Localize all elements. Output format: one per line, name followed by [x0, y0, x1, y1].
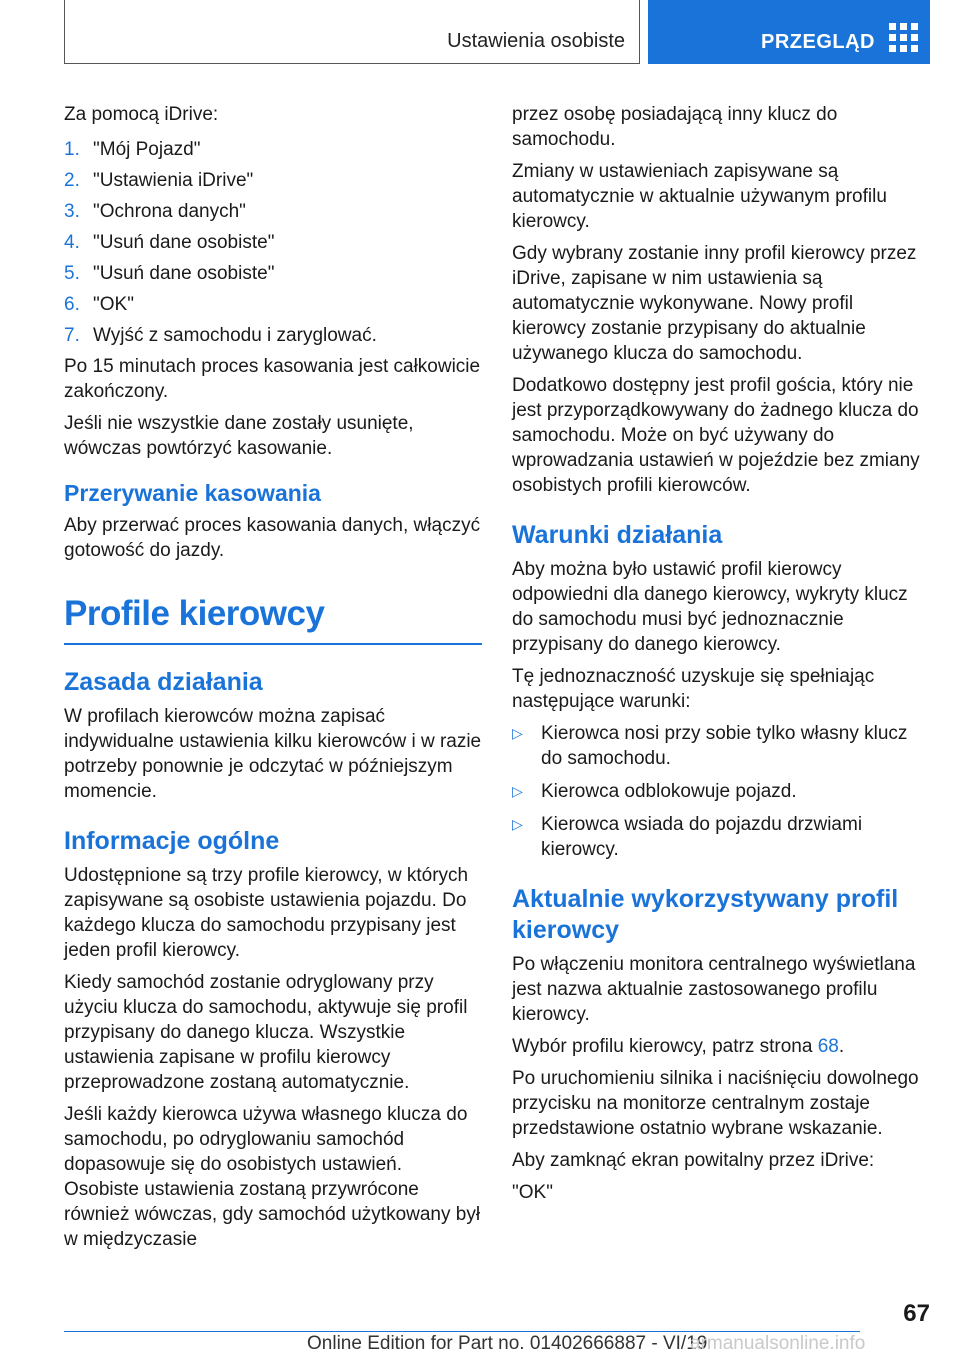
page-link-68[interactable]: 68 [817, 1036, 839, 1057]
list-item [64, 168, 482, 193]
page-header [64, 0, 930, 64]
overview-nav-button[interactable] [648, 0, 930, 64]
principle-heading: Zasada działania [64, 668, 263, 696]
step-text: "Ustawienia iDrive" [93, 170, 254, 191]
step-number: 3. [64, 201, 80, 222]
right-column [512, 102, 926, 1212]
principle-text: W profilach kierowców można zapisać indywidualne ustawienia kilku kierowców i w razie potrzeby ponownie je odczytać w późniejszym momencie. [64, 706, 482, 802]
list-item [512, 812, 926, 862]
grid-icon [889, 23, 918, 52]
step-number: 7. [64, 325, 80, 346]
repeat-deletion-text: Jeśli nie wszystkie dane zostały usunięte, wówczas powtórzyć kasowanie. [64, 413, 414, 459]
list-item [512, 779, 926, 804]
ok-text: "OK" [512, 1182, 553, 1203]
conditions-text-2: Tę jednoznaczność uzyskuje się spełniając następujące warunki: [512, 666, 875, 712]
startup-text: Po uruchomieniu silnika i naciśnięciu dowolnego przycisku na monitorze centralnym zostaje przedstawione ostatnio wybrane wskazanie. [512, 1068, 919, 1139]
deletion-complete-text: Po 15 minutach proces kasowania jest całkowicie zakończony. [64, 356, 481, 402]
step-number: 6. [64, 294, 80, 315]
general-heading: Informacje ogólne [64, 827, 280, 855]
list-item [64, 230, 482, 255]
general-text-1: Udostępnione są trzy profile kierowcy, w których zapisywane są osobiste ustawienia pojazdu. Do każdego klucza do samochodu przypisany jest jeden profil kierowcy. [64, 865, 469, 961]
intro-text: Za pomocą iDrive: [64, 104, 219, 125]
page-number: 67 [903, 1300, 930, 1327]
step-number: 4. [64, 232, 80, 253]
list-item [64, 199, 482, 224]
section-title [64, 0, 640, 64]
general-text-3: Jeśli każdy kierowca używa własnego klucza do samochodu, po odryglowaniu samochód dopasowuje się do osobistych ustawień. Osobiste ustawienia zostaną przywrócone również wówczas, gdy samochód użytkowany był w międzyczasie [64, 1104, 481, 1250]
steps-list [64, 137, 482, 348]
current-profile-text: Po włączeniu monitora centralnego wyświetlana jest nazwa aktualnie zastosowanego profilu kierowcy. [512, 954, 916, 1025]
guest-profile-text: Dodatkowo dostępny jest profil gościa, który nie jest przyporządkowywany do żadnego klucza do samochodu. Może on być używany do wprowadzania ustawień w pojeździe bez zmiany osobistych profili kierowców. [512, 375, 920, 496]
step-text: "Usuń dane osobiste" [93, 232, 275, 253]
bullet-text: Kierowca odblokowuje pojazd. [541, 781, 797, 802]
close-welcome-text: Aby zamknąć ekran powitalny przez iDrive: [512, 1150, 875, 1171]
list-item [512, 721, 926, 771]
step-text: "Ochrona danych" [93, 201, 246, 222]
list-item [64, 137, 482, 162]
step-text: Wyjść z samochodu i zaryglować. [93, 325, 377, 346]
watermark: armanualsonline.info [690, 1333, 866, 1354]
triangle-bullet-icon: ▷ [512, 816, 523, 832]
footer-divider [64, 1331, 860, 1332]
interrupt-heading: Przerywanie kasowania [64, 480, 321, 506]
interrupt-text: Aby przerwać proces kasowania danych, włączyć gotowość do jazdy. [64, 515, 481, 561]
list-item [64, 323, 482, 348]
auto-save-text: Zmiany w ustawieniach zapisywane są automatycznie w aktualnie używanym profilu kierowcy. [512, 161, 887, 232]
list-item [64, 261, 482, 286]
overview-nav-label: PRZEGLĄD [761, 31, 875, 53]
profile-select-suffix: . [838, 1036, 845, 1057]
conditions-list [512, 721, 926, 862]
section-title-text: Ustawienia osobiste [447, 30, 625, 52]
bullet-text: Kierowca nosi przy sobie tylko własny klucz do samochodu. [541, 723, 908, 769]
footer-edition: Online Edition for Part no. 01402666887 - VI/19 [307, 1333, 708, 1354]
profile-select-prefix: Wybór profilu kierowcy, patrz strona [512, 1036, 818, 1057]
continued-text: przez osobę posiadającą inny klucz do samochodu. [512, 104, 838, 150]
page-title: Profile kierowcy [64, 593, 482, 645]
list-item [64, 292, 482, 317]
left-column [64, 102, 482, 1259]
triangle-bullet-icon: ▷ [512, 725, 523, 741]
step-text: "OK" [93, 294, 134, 315]
conditions-text: Aby można było ustawić profil kierowcy odpowiedni dla danego kierowcy, wykryty klucz do samochodu musi być jednoznacznie przypisany do danego kierowcy. [512, 559, 908, 655]
step-number: 5. [64, 263, 80, 284]
bullet-text: Kierowca wsiada do pojazdu drzwiami kierowcy. [541, 814, 863, 860]
conditions-heading: Warunki działania [512, 521, 723, 549]
profile-switch-text: Gdy wybrany zostanie inny profil kierowcy przez iDrive, zapisane w nim ustawienia są automatycznie wykonywane. Nowy profil kierowcy zostanie przypisany do aktualnie używanego klucza do samochodu. [512, 243, 917, 364]
profile-select-text [512, 1034, 926, 1059]
step-text: "Usuń dane osobiste" [93, 263, 275, 284]
step-number: 1. [64, 139, 80, 160]
step-text: "Mój Pojazd" [93, 139, 201, 160]
current-profile-heading: Aktualnie wykorzystywany profil kierowcy [512, 885, 899, 944]
general-text-2: Kiedy samochód zostanie odryglowany przy użyciu klucza do samochodu, aktywuje się profil przypisany do danego klucza. Wszystkie ustawienia zapisane w profilu kierowcy przeprowadzone zostaną automatycznie. [64, 972, 468, 1093]
step-number: 2. [64, 170, 80, 191]
triangle-bullet-icon: ▷ [512, 783, 523, 799]
